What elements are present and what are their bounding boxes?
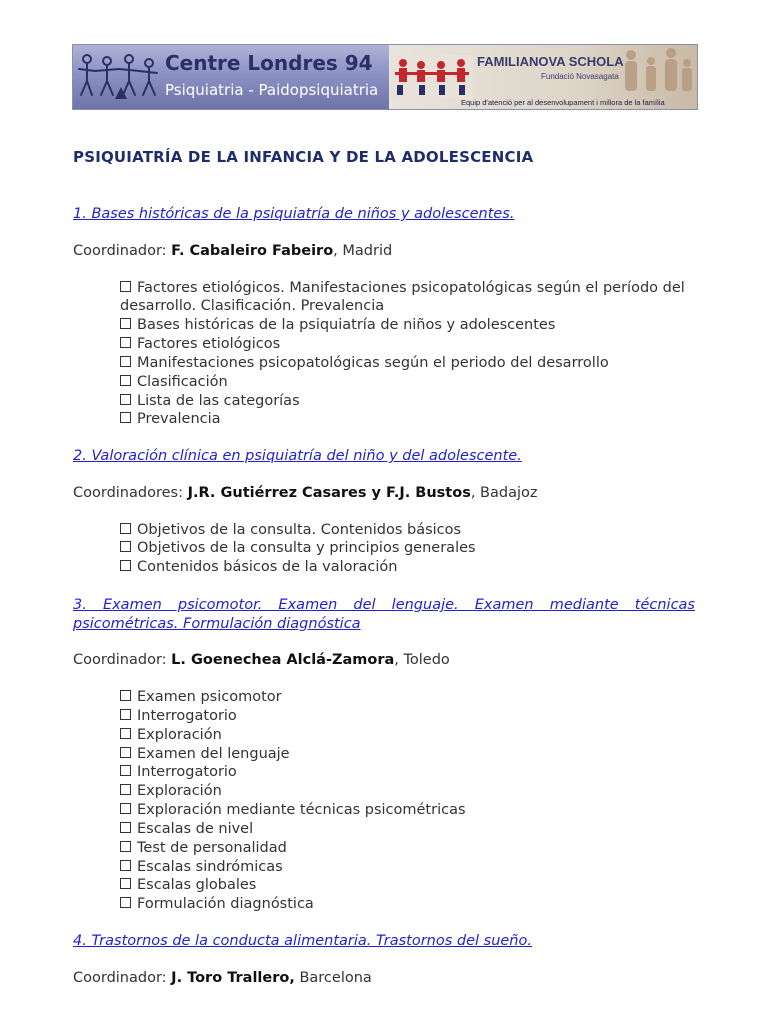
page-title: PSIQUIATRÍA DE LA INFANCIA Y DE LA ADOLESCENCIA: [73, 148, 534, 166]
topic-list: [73, 521, 695, 578]
checkbox-icon: [120, 803, 131, 814]
section-1: [73, 205, 695, 429]
checkbox-icon: [120, 356, 131, 367]
list-item: Prevalencia: [120, 410, 695, 429]
checkbox-icon: [120, 747, 131, 758]
familianova-title: FAMILIANOVA SCHOLA: [477, 54, 624, 69]
section-4: [73, 932, 695, 988]
coordinator-line: [73, 651, 695, 670]
family-logo-icon: [391, 55, 473, 99]
header-banner: [72, 44, 698, 110]
checkbox-icon: [120, 860, 131, 871]
list-item: Manifestaciones psicopatológicas según el periodo del desarrollo: [120, 354, 695, 373]
checkbox-icon: [120, 412, 131, 423]
coordinator-name: J. Toro Trallero,: [171, 969, 295, 986]
list-item: Bases históricas de la psiquiatría de niños y adolescentes: [120, 316, 695, 335]
coordinator-label: Coordinador:: [73, 242, 172, 259]
section-2: [73, 447, 695, 577]
list-item: Examen psicomotor: [120, 688, 695, 707]
checkbox-icon: [120, 281, 131, 292]
checkbox-icon: [120, 318, 131, 329]
logo-title: Centre Londres 94: [165, 51, 373, 75]
topic-list: [73, 279, 695, 430]
checkbox-icon: [120, 690, 131, 701]
list-item: Interrogatorio: [120, 707, 695, 726]
section-2-link[interactable]: 2. Valoración clínica en psiquiatría del niño y del adolescente.: [73, 448, 522, 464]
list-item: Exploración: [120, 726, 695, 745]
checkbox-icon: [120, 728, 131, 739]
coordinator-line: [73, 969, 695, 988]
family-photo-icon: [617, 47, 693, 91]
list-item: Examen del lenguaje: [120, 745, 695, 764]
list-item: Factores etiológicos. Manifestaciones psicopatológicas según el período del desarrollo. Clasificación. Prevalencia: [120, 279, 685, 315]
familianova-logo: [389, 45, 697, 109]
list-item: Formulación diagnóstica: [120, 895, 695, 914]
list-item: Escalas de nivel: [120, 820, 695, 839]
coordinator-name: F. Cabaleiro Fabeiro: [171, 242, 334, 259]
coordinator-place: , Toledo: [394, 652, 450, 668]
checkbox-icon: [120, 709, 131, 720]
list-item: Escalas globales: [120, 876, 695, 895]
coordinator-place: , Madrid: [333, 242, 393, 259]
section-1-link[interactable]: 1. Bases históricas de la psiquiatría de niños y adolescentes.: [73, 206, 515, 222]
checkbox-icon: [120, 375, 131, 386]
checkbox-icon: [120, 394, 131, 405]
section-3: [73, 596, 695, 914]
list-item: Exploración mediante técnicas psicométricas: [120, 801, 695, 820]
checkbox-icon: [120, 765, 131, 776]
familianova-tagline: Equip d'atenció per al desenvolupament i millora de la família: [461, 98, 665, 107]
section-3-link[interactable]: 3. Examen psicomotor. Examen del lenguaje. Examen mediante técnicas psicométricas. Formulación diagnóstica: [73, 597, 695, 632]
section-4-link[interactable]: 4. Trastornos de la conducta alimentaria. Trastornos del sueño.: [73, 933, 532, 949]
coordinator-place: , Badajoz: [470, 484, 538, 501]
list-item: Test de personalidad: [120, 839, 695, 858]
coordinator-line: [73, 484, 695, 503]
checkbox-icon: [120, 878, 131, 889]
list-item: Escalas sindrómicas: [120, 858, 695, 877]
list-item: Objetivos de la consulta y principios generales: [120, 539, 695, 558]
coordinator-place: Barcelona: [294, 969, 372, 986]
coordinator-label: Coordinadores:: [73, 484, 188, 501]
list-item: Contenidos básicos de la valoración: [120, 558, 695, 577]
list-item: Exploración: [120, 782, 695, 801]
checkbox-icon: [120, 541, 131, 552]
checkbox-icon: [120, 784, 131, 795]
coordinator-name: L. Goenechea Alclá-Zamora: [171, 652, 395, 668]
checkbox-icon: [120, 523, 131, 534]
coordinator-name: J.R. Gutiérrez Casares y F.J. Bustos: [187, 484, 471, 501]
list-item: Factores etiológicos: [120, 335, 695, 354]
list-item: Objetivos de la consulta. Contenidos básicos: [120, 521, 695, 540]
checkbox-icon: [120, 337, 131, 348]
list-item: Lista de las categorías: [120, 392, 695, 411]
checkbox-icon: [120, 841, 131, 852]
children-figures-icon: [77, 51, 161, 105]
list-item: Clasificación: [120, 373, 695, 392]
coordinator-label: Coordinador:: [73, 969, 172, 986]
checkbox-icon: [120, 560, 131, 571]
checkbox-icon: [120, 897, 131, 908]
coordinator-line: [73, 242, 695, 261]
familianova-subtitle: Fundació Novasagata: [541, 72, 619, 81]
topic-list: [73, 688, 695, 914]
checkbox-icon: [120, 822, 131, 833]
centre-londres-logo: [73, 45, 389, 109]
coordinator-label: Coordinador:: [73, 652, 172, 668]
logo-subtitle: Psiquiatria - Paidopsiquiatria: [165, 81, 379, 99]
list-item: Interrogatorio: [120, 763, 695, 782]
